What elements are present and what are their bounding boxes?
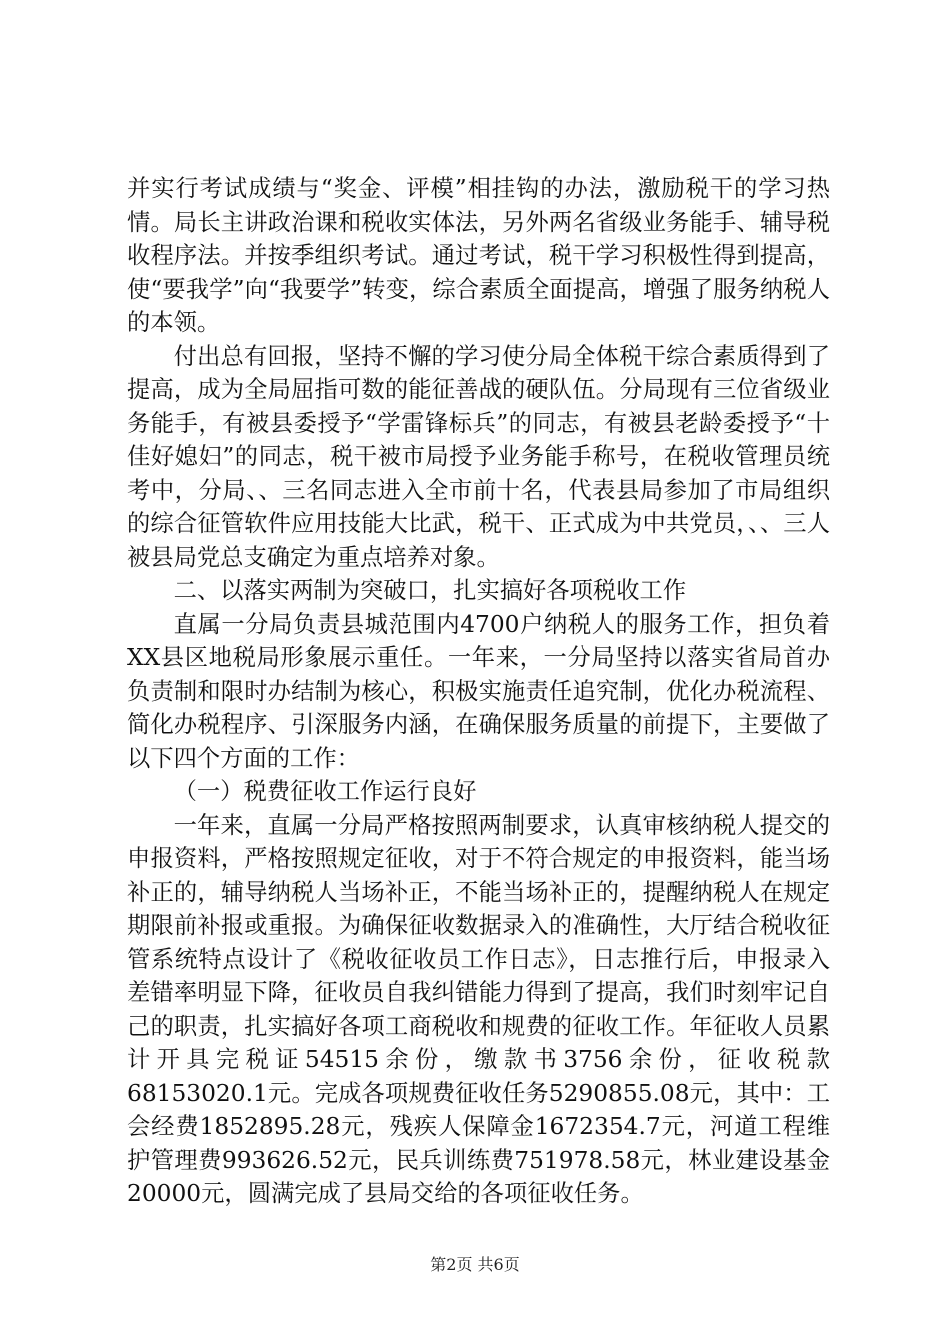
document-body [127, 172, 830, 1211]
paragraph-achievements: 付出总有回报，坚持不懈的学习使分局全体税干综合素质得到了提高，成为全局屈指可数的能征善战的硬队伍。分局现有三位省级业务能手，有被县委授予“学雷锋标兵”的同志，有被县老龄委授予“十佳好媳妇”的同志，税干被市局授予业务能手称号，在税收管理员统考中，分局、、三名同志进入全市前十名，代表县局参加了市局组织的综合征管软件应用技能大比武，税干、正式成为中共党员，、、三人被县局党总支确定为重点培养对象。 [127, 342, 830, 571]
paragraph-tax-collection: 一年来，直属一分局严格按照两制要求，认真审核纳税人提交的申报资料，严格按照规定征收，对于不符合规定的申报资料，能当场补正的，辅导纳税人当场补正，不能当场补正的，提醒纳税人在规定期限前补报或重报。为确保征收数据录入的准确性，大厅结合税收征管系统特点设计了《税收征收员工作日志》，日志推行后，申报录入差错率明显下降，征收员自我纠错能力得到了提高，我们时刻牢记自己的职责，扎实搞好各项工商税收和规费的征收工作。年征收人员累计开具完税证54515余份，缴款书3756余份，征收税款68153020.1元。完成各项规费征收任务5290855.08元，其中：工会经费1852895.28元，残疾人保障金1672354.7元，河道工程维护管理费993626.52元，民兵训练费751978.58元，林业建设基金20000元，圆满完成了县局交给的各项征收任务。 [127, 811, 830, 1207]
subsection-heading-one: （一）税费征收工作运行良好 [173, 778, 477, 805]
paragraph-study-exam: 并实行考试成绩与“奖金、评模”相挂钩的办法，激励税干的学习热情。局长主讲政治课和税收实体法，另外两名省级业务能手、辅导税收程序法。并按季组织考试。通过考试，税干学习积极性得到提高，使“要我学”向“我要学”转变，综合素质全面提高，增强了服务纳税人的本领。 [127, 175, 830, 336]
paragraph-branch-intro: 直属一分局负责县城范围内4700户纳税人的服务工作，担负着XX县区地税局形象展示重任。一年来，一分局坚持以落实省局首办负责制和限时办结制为核心，积极实施责任追究制，优化办税流程、简化办税程序、引深服务内涵，在确保服务质量的前提下，主要做了以下四个方面的工作： [127, 610, 830, 772]
page-footer: 第2页 共6页 [430, 1255, 520, 1274]
section-heading-two: 二、以落实两制为突破口，扎实搞好各项税收工作 [173, 577, 687, 604]
